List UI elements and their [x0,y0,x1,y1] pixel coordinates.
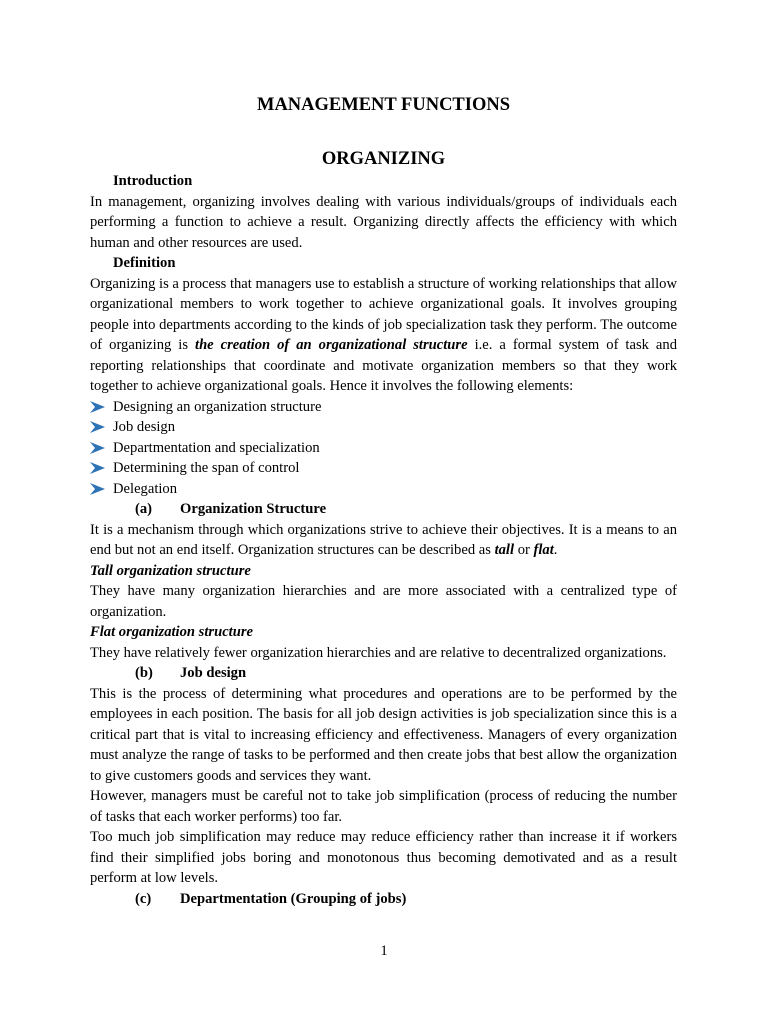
section-b-heading [90,663,677,684]
chevron-arrow-icon [90,417,113,438]
or-text: or [514,542,534,558]
section-a-heading [90,499,677,520]
list-item-label: Determining the span of control [113,460,300,476]
flat-structure-heading: Flat organization structure [90,624,254,640]
chevron-arrow-icon [90,458,113,479]
tall-term: tall [494,542,515,558]
document-page [90,93,677,909]
definition-paragraph [90,274,677,397]
section-a-paragraph [90,520,677,561]
list-item-label: Delegation [113,480,178,497]
tall-structure-paragraph: They have many organization hierarchies and are more associated with a centralized type of organization. [90,583,677,620]
flat-term: flat [533,542,554,558]
definition-heading: Definition [113,255,176,271]
list-item [90,479,677,500]
definition-emphasis: the creation of an organizational structure [195,337,468,353]
definition-text-a: Organizing is a process that managers use to establish a structure of working relationships that allow organizational members to work together to achieve organizational goals. It involves grouping people into departments according to the kinds of job specialization task they perform. The outcome of organizing is [90,275,677,353]
list-item-label: Designing an organization structure [113,398,322,415]
intro-paragraph: In management, organizing involves dealing with various individuals/groups of individuals each performing a function to achieve a result. Organizing directly affects the efficiency with which human and other resources are used. [90,193,677,251]
section-c-number: (c) [135,890,152,907]
section-b-number: (b) [135,665,153,681]
list-item [90,397,677,418]
chevron-arrow-icon [90,438,113,459]
section-a-text: It is a mechanism through which organizations strive to achieve their objectives. It is a means to an end but not an end itself. Organization structures can be described as [90,521,677,558]
section-b-paragraph-2: However, managers must be careful not to take job simplification (process of reducing the number of tasks that each worker performs) too far. [90,788,677,825]
tall-structure-heading: Tall organization structure [90,562,251,579]
intro-heading: Introduction [113,173,193,189]
page-number: 1 [380,943,388,959]
section-c-title: Departmentation (Grouping of jobs) [180,890,407,907]
section-b-paragraph-1: This is the process of determining what procedures and operations are to be performed by the employees in each position. The basis for all job design activities is job specialization since this is a critical part that is vital to increasing efficiency and effectiveness. Managers of every organization must analyze the range of tasks to be performed and then create jobs that best allow the organization to give customers goods and services they want. [90,685,677,784]
list-item-label: Departmentation and specialization [113,439,320,456]
list-item-label: Job design [113,419,176,435]
chevron-arrow-icon [90,397,113,418]
document-subtitle: ORGANIZING [321,149,446,169]
list-item [90,438,677,459]
period-text: . [553,542,558,558]
chevron-arrow-icon [90,479,113,500]
elements-list [90,397,677,500]
definition-text-b: i.e. a formal system of task and reporting relationships that coordinate and motivate organization members so that they work together to achieve organizational goals. Hence it involves the following elements: [90,337,677,394]
document-title: MANAGEMENT FUNCTIONS [256,95,511,115]
section-b-paragraph-3: Too much job simplification may reduce may reduce efficiency rather than increase it if workers find their simplified jobs boring and monotonous thus becoming demotivated and as a result perform at low levels. [90,829,677,886]
section-b-title: Job design [180,665,247,681]
list-item [90,417,677,438]
section-a-number: (a) [135,501,153,517]
flat-structure-paragraph: They have relatively fewer organization hierarchies and are relative to decentralized organizations. [90,644,667,661]
section-c-heading [90,889,677,910]
section-a-title: Organization Structure [180,501,327,517]
list-item [90,458,677,479]
